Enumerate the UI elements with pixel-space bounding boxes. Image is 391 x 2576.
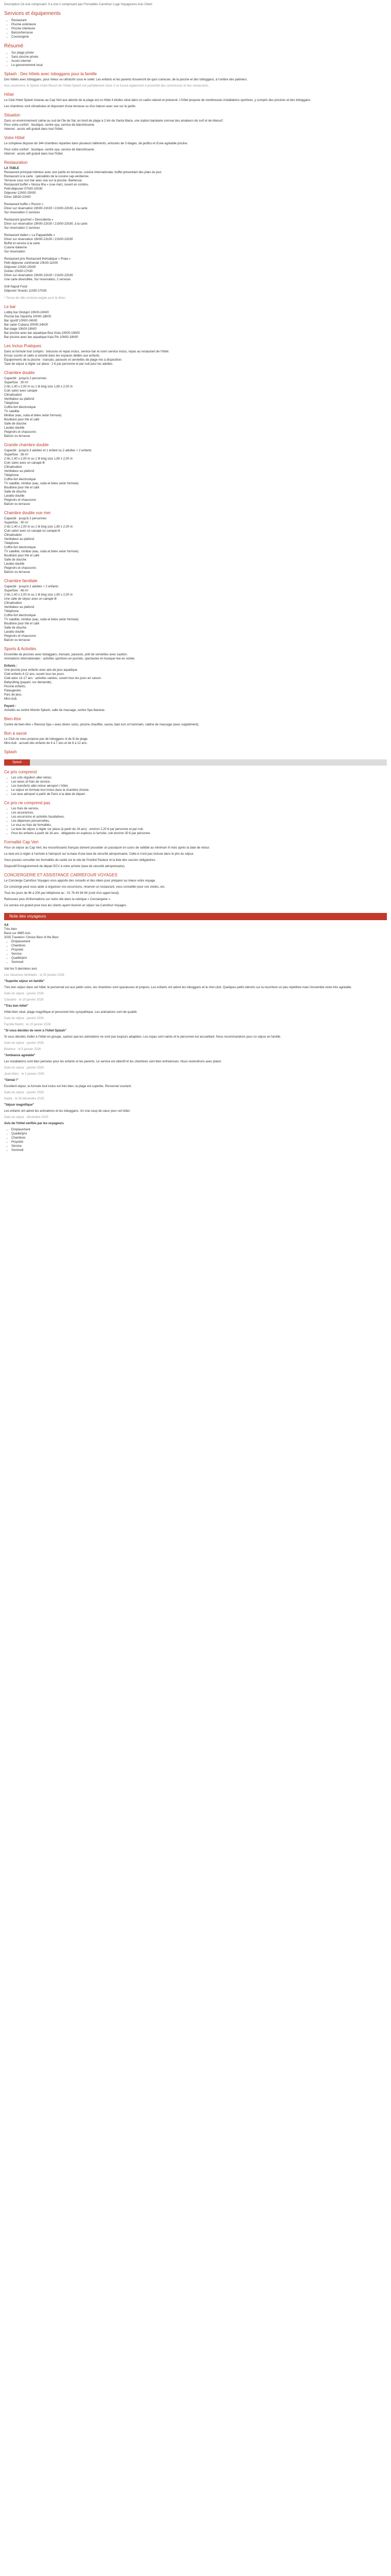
rating-provider: 2025 Travelers' Choice Best of the Best [4,936,59,939]
room-line: Capacité : jusqu'à 3 adultes et 1 enfant ou 2 adultes + 2 enfants [4,449,92,452]
list-item: ▪ Balcon/terrasse [11,31,387,35]
room-line: TV satellite [4,410,20,413]
review-meta: Famille Martin · le 10 janvier 2026 [4,1023,51,1026]
ce-prix-list [4,776,387,796]
room-line: Balcon ou terrasse [4,639,30,642]
room-line: Climatisation [4,394,22,397]
review-meta: Nadia · le 28 décembre 2025 [4,1097,44,1100]
restauration-head: LA TABLE [4,167,19,170]
room-line: Climatisation [4,466,22,469]
room-line: Balcon ou terrasse [4,435,30,438]
list-item: ▪ Piscine extérieure [11,23,387,27]
review-meta: Claudine · le 19 janvier 2026 [4,998,44,1002]
enfants-line: Une piscine pour enfants avec aire de jeux aquatique. [4,669,78,672]
situation-line: Pour votre confort : boutique, centre spa, service de blanchisserie. [4,124,95,127]
room-title: Chambre double vue mer [4,511,51,515]
criterion: ▪ Qualité/prix [11,956,387,960]
restaurant-line: Dîner sur réservation 19h00-21h30 / 21h00-22h30 [4,274,73,277]
restaurant-line: Sur réservation 2 services [4,211,40,214]
room-line: Ventilateur au plafond [4,606,35,609]
spa-text: Centre de bien-être « Renova Spa » avec divers soins, piscine chauffée, sauna, bain turc et hammam, cabine de massage (avec supplément). [4,723,200,726]
room-line: Salle de douche [4,490,27,494]
inclus-line: Équipements de la piscine : transats, parasols et serviettes de plage mis à disposition. [4,359,122,362]
room-line: Coin salon avec un canapé-lit [4,462,45,465]
bar-line: Piscine bar Oquinha 10h00-18h00 [4,315,52,318]
restaurant-line: Dîner sur réservation 19h00-21h30 / 21h00-22h30, à la carte [4,223,88,226]
bar-line: Bar sportif 10h00-24h00 [4,319,38,323]
room-line: Coffre-fort électronique [4,614,36,617]
room-line: Téléphone [4,474,19,477]
room-line: Téléphone [4,542,19,545]
criterion: ▪ Emplacement [11,940,387,944]
intro-text: Description Cé une composant. Il a une n composant pas Formalités Carrefour Luge Voyageures Avis Client [4,3,153,6]
situation-line: Internet : accès wifi gratuit dans tout l'hôtel. [4,128,63,131]
review-text: Les enfants ont adoré les animations et les toboggans. Un vrai coup de cœur pour cet hôtel. [4,1110,131,1113]
restaurant-line: Sur réservation [4,250,25,253]
payant-text: Activités au centre Mundo Splash, salle de massage, centre Spa Ibanese. [4,709,106,712]
final-note: Avis de l'hôtel vérifiés par les voyageurs [4,1122,64,1125]
room-line: Téléphone [4,402,19,405]
room-title: Grande chambre double [4,443,49,447]
room-line: 2 lits 1,40 x 2,00 m ou 1 lit king size 1,80 x 2,00 m [4,457,73,461]
restaurant-line: Dîner sur réservation 19h00-21h30 / 21h00-22h30 [4,238,73,241]
bars-title: Le bar [4,304,16,309]
inclus-title: Les Inclus Pratiques [4,344,42,348]
situation-line: Dans un environnement calme au sud de l'île de Sal, en bord de plage à 2 km de Santa Maria, une station balnéaire connue des amateurs de surf et de kitesurf. [4,120,224,123]
review [4,1097,387,1120]
review-text: Très bon séjour dans cet hôtel, le personnel est aux petits soins, les chambres sont spacieuses et propres. Les enfants ont adoré les toboggans et le mini-club. Quelques petits bémols sur la nourriture un peu répétitive mais l'ensemble reste très agréable. [4,986,352,989]
formalite-line: Pour un séjour au Cap Vert, les ressortissants français doivent posséder un passeport en cours de validité au minimum 6 mois après la date de retour. [4,846,210,850]
review-date: Date du séjour : janvier 2026 [4,992,44,995]
formalite-line: Le taxe est à régler à l'arrivée à l'aéroport sur la base d'une taxe de sécurité aéroportuaire. Celle-ci n'est pas incluse dans le prix du séjour. [4,853,194,856]
restauration-line: Petit-déjeuner 07h30-10h30 [4,188,43,191]
room-line: 2 lits 1,40 x 2,00 m ou 1 lit king size 1,80 x 2,00 m [4,526,73,529]
restaurant-name: Restaurant buffet « Rossio » [4,203,43,206]
restaurant-line: Sur réservation 2 services [4,227,40,230]
enfants-line: Club enfants 4-12 ans, ouvert tous les jours. [4,673,65,676]
room-line: Salle de douche [4,422,27,426]
conciergerie-line: Tous les jours de 9h à 20h par téléphone au : 01 76 44 94 94 (coût d'un appel local). [4,892,120,895]
rating-score: 4,6 [4,924,9,927]
enfants-line: Mini-club. [4,698,18,701]
conciergerie-line: Ce concierge peut vous aider à organiser vos excursions, réserver un restaurant, vous conseiller pour vos visites, etc. [4,886,166,889]
restaurant-name: Restaurant gourmet « Descoberta » [4,218,54,222]
review-date: Date du séjour : janvier 2026 [4,1066,44,1070]
list-item: ▪ Le visa ou frais de formalités, [11,823,387,827]
restaurant-4 [4,285,387,293]
room-block [4,449,387,506]
list-item: ▪ Les vols réguliers aller-retour, [11,776,387,780]
room-line: Peignoirs et chaussons [4,635,37,638]
room-line: Peignoirs et chaussons [4,499,37,502]
room-line: Superficie : 46 m² [4,589,29,592]
restauration-line: Dîner 18h30-22h00 [4,196,31,199]
review-meta: Béatrice · le 5 janvier 2026 [4,1048,41,1051]
list-item: ▪ Conciergerie [11,35,387,39]
restaurant-1 [4,218,387,230]
list-item: ▪ Les excursions et activités facultatives, [11,815,387,819]
room-line: Coin salon avec un canapé ou canapé-lit [4,530,60,533]
list-item: ▪ Les dépenses personnelles, [11,819,387,823]
restaurant-line: Dîner sur réservation 19h00-21h30 / 21h00-22h30, à la carte [4,207,88,210]
ne-prix-list [4,807,387,836]
restaurant-line: Déjeuner 12h30-15h00 [4,266,36,269]
room-line: Capacité : jusqu'à 2 personnes [4,377,47,380]
conciergerie-line: Ce service est gratuit pour tous les clients ayant réservé un séjour via Carrefour Voyages. [4,904,127,907]
rating-label: Très bien [4,928,17,931]
bar-line: Lobby bar Ondupri 10h00-24h00 [4,311,49,314]
review-title: "Si vous décidez de venir à l'hôtel Splash" [4,1029,67,1032]
criterion: ▪ Propreté [11,948,387,952]
restaurant-3 [4,257,387,282]
aussi-line: Le Club ne vous propose pas de toboggans ni de lit de plage. [4,738,89,741]
conciergerie-title: CONCIERGERIE ET ASSISTANCE CARREFOUR VOYAGES [4,873,118,877]
criterion: ▪ Chambres [11,944,387,948]
room-line: Ventilateur au plafond [4,538,35,541]
bar-line: Bar plage 10h00-18h00 [4,328,37,331]
room-line: Bouilloire pour thé et café [4,554,40,557]
list-item: ▪ Sans piscine privée [11,55,387,59]
aussi-block [4,737,387,745]
room-line: Salle de douche [4,558,27,562]
aussi-title: Bon à savoir [4,731,27,736]
restaurant-name: Grill Napoli Food [4,285,27,289]
room-line: TV satellite, minibar (eau, soda et bière selon formule) [4,618,79,621]
hotel-text: Le Club Hotel Splash Ananas au Cap Vert aux abords de la plage est un hôtel 4 étoiles situé dans un cadre naturel et préservé. L'hôtel propose de nombreuses installations sportives, y compris des piscines et des toboggans. [4,99,312,102]
conciergerie-line: Le Concierge Carrefour Voyages vous apporte des conseils et des idées pour préparer au mieux votre voyage. [4,879,156,883]
sports-line: Animations internationales : activités sportives en journée, spectacles et musique live en soirée. [4,657,136,660]
list-item: ▪ Piscine intérieure [11,27,387,31]
review-text: Si vous décidez d'aller à l'hôtel en groupe, sachez que les animations ne sont pas toujours adaptées. Les repas sont variés et le personnel est accueillant. Nous recommandons pour un séjour en famille. [4,1036,281,1039]
room-line: Climatisation [4,602,22,605]
criterion: ▪ Service [11,1144,387,1148]
tab-bar [4,759,387,766]
list-item: ▪ Les assurances, [11,811,387,815]
restauration-footnote: * Tenue de ville correcte exigée pour le dîner. [4,297,66,300]
situation-block [4,119,387,131]
enfants-label: Enfants : [4,665,18,668]
reviews-bar: Note des voyageurs [4,913,387,920]
inclus-line: Encas sucrés et salés à volonté dans les espaces dédiés aux enfants. [4,354,101,358]
restaurant-name: Restaurant pris Restaurant thématique « Praia » [4,258,71,261]
room-line: Coffre-fort électronique [4,546,36,549]
sports-block [4,653,387,661]
enfants-block [4,664,387,701]
sports-line: Ensemble de piscines avec toboggans, transats, parasols, prêt de serviettes avec caution. [4,653,128,656]
room-line: Coin salon avec canapé [4,389,38,393]
list-item: ▪ Les frais de service, [11,807,387,811]
room-line: Bouilloire pour thé et café [4,418,40,421]
room-line: Une salle de séjour avec un canapé-lit [4,598,57,601]
splash2-title: Splash [4,750,17,754]
restaurant-line: Petit déjeuner continental 10h30-11h00 [4,262,58,265]
formalite-line: Vous pouvez consulter les formalités de santé sur le site de l'Institut Pasteur et la liste des vaccins obligatoires. [4,859,156,862]
hotel-vert-line: Pour votre confort : boutique, centre spa, service de blanchisserie. [4,148,95,151]
list-item: ▪ Les taxes et frais de service, [11,780,387,784]
hotel-vert-text: Le complexe dispose de 344 chambres réparties dans plusieurs bâtiments, entourés de 3 étages, de jardins et d'une agréable piscine. [4,142,188,145]
review-text: Excellent séjour, la formule tout inclus est très bien, la plage est superbe. Personnel souriant. [4,1085,132,1088]
splash-text: Des hôtels avec toboggans, pour mieux se rafraîchir sous le soleil. Les enfants et les parents trouveront de quoi s'amuser, de la piscine et des toboggans, à l'ombre des palmiers. [4,78,248,81]
aussi-line: Mini-club : accueil des enfants de 4 à 7 ans et de 8 à 12 ans. [4,742,88,745]
review-text: Les installations sont bien pensées pour les enfants et les parents. Le service est attentif et les chambres sont bien entretenues. Nous reviendrons avec plaisir. [4,1060,222,1063]
room-title: Chambre familiale [4,579,38,583]
restauration-line: Restaurant principal intérieur avec une partie en terrasse, cuisine internationale, buffet présentant des plats du jour. [4,171,162,174]
restaurant-0 [4,202,387,215]
room-block [4,585,387,642]
room-line: Ventilateur au plafond [4,398,35,401]
review-text: Hôtel bien situé, plage magnifique et personnel très sympathique. Les animations sont de qualité. [4,1011,138,1014]
hotel-note: Les chambres sont climatisées et disposent d'une terrasse ou d'un balcon avec vue sur le jardin. [4,105,137,108]
inclus-line: Taxe de séjour à régler sur place : 2 € par personne et par nuit pour les adultes. [4,363,113,366]
restauration-title: Restauration [4,160,28,165]
criterion: ▪ Emplacement [11,1128,387,1132]
room-line: Ventilateur au plafond [4,470,35,473]
criterion: ▪ Sommeil [11,960,387,964]
review-title: "Séjour magnifique" [4,1104,35,1107]
room-line: Téléphone [4,610,19,613]
review-title: "Très bon hôtel" [4,1005,28,1008]
room-line: 2 lits 1,40 x 2,00 m ou 1 lit king size 1,80 x 2,00 m [4,594,73,597]
criterion: ▪ Qualité/prix [11,1132,387,1136]
restauration-line: Terrasse sous son bar avec vue sur la piscine. Barbecue. [4,179,83,182]
restauration-line: Restaurant buffet « Nossa Ilha » (vue mer), ouvert en continu. [4,183,89,187]
bar-line: Bar salon Cubana 20h00-24h00 [4,324,48,327]
list-item: ▪ Accès internet [11,59,387,63]
room-line: Salle de douche [4,626,27,630]
room-line: TV satellite, minibar (eau, soda et bière selon formule) [4,550,79,553]
review-meta: Les Vacances familiales · le 20 janvier 2026 [4,974,64,977]
room-line: Lavabo double [4,427,25,430]
room-line: Bouilloire pour thé et café [4,622,40,625]
list-item: ▪ Le gouvernement local [11,63,387,67]
room-line: Climatisation [4,534,22,537]
resume-list [4,51,387,67]
services-list [4,19,387,39]
restaurant-name: Restaurant italien « La Pappardelle » [4,234,55,237]
review-date: Date du séjour : janvier 2026 [4,1017,44,1020]
list-item: ▪ Pour les enfants à partir de 16 ans : obligatoire en espèces à l'arrivée, soit environ 30 € par personne. [11,832,387,836]
restaurant-line: Goûter 15h30-17h30 [4,270,33,273]
room-line: 2 lits 1,40 x 2,00 m ou 1 lit king size 1,80 x 2,00 m [4,385,73,388]
formalite-line: Dispositif Enregistrement de départ ECV à votre arrivée (taxe de sécurité aéroportuaire). [4,865,125,868]
restaurant-line: Une carte diversifiée, Sur réservation, 2 services [4,278,71,281]
resume-title: Résumé [4,43,24,49]
formalite-title: Formalité Cap Vert [4,840,39,844]
hotel-vert-block [4,148,387,156]
review-title: "Génial !" [4,1079,19,1082]
payant-label: Payant : [4,705,17,708]
review [4,1023,387,1045]
restaurant-line: Cuisine italienne [4,246,27,249]
criterion: ▪ Chambres [11,1136,387,1140]
restauration-block [4,166,387,199]
hotel-vert-title: Votre Hôtel [4,135,25,140]
room-line: Capacité : jusqu'à 2 adultes + 2 enfants [4,585,59,588]
review-meta: Jean-Marc · le 2 janvier 2026 [4,1073,44,1076]
room-line: Superficie : 30 m² [4,381,29,384]
bar-line: Bar piscine avec bar aquatique Boa Vista 10h00-18h00 [4,332,80,335]
room-line: Peignoirs et chaussons [4,567,37,570]
list-item: ▪ La taxe de séjour à régler sur place (à partir de 16 ans) : environ 2,20 € par personne et par nuit. [11,827,387,832]
room-block [4,377,387,438]
hotel-vert-line: Internet : accès wifi gratuit dans tout l'hôtel. [4,152,63,156]
splash-title: Splash : Des hôtels avec toboggans pour la famille [4,72,97,76]
tab-splash[interactable]: Splash [4,759,30,766]
situation-title: Situation [4,113,21,117]
sports-title: Sports & Activités [4,647,37,651]
services-title: Services et équipements [4,11,61,16]
review [4,973,387,996]
inclus-block [4,350,387,366]
enfants-line: Babysitting (payant, sur demande). [4,681,53,684]
restaurant-line: Déjeuner Snacks 11h30-17h30 [4,290,47,293]
criterion: ▪ Propreté [11,1140,387,1144]
restaurant-2 [4,233,387,254]
rating-summary [4,923,387,940]
enfants-line: Pataugeoire. [4,689,22,692]
review-date: Date du séjour : janvier 2026 [4,1042,44,1045]
ce-prix-title: Ce prix comprend [4,770,37,774]
enfants-line: Parc de jeux. [4,693,23,697]
review-title: "Ambiance agréable" [4,1054,36,1057]
room-line: Lavabo double [4,495,25,498]
room-line: Minibar (eau, soda et bière selon formule) [4,414,62,417]
review [4,1072,387,1095]
list-item: ▪ Les transferts aller-retour aéroport / hôtel, [11,784,387,788]
room-title: Chambre double [4,370,35,375]
room-line: Coffre-fort électronique [4,478,36,481]
conciergerie-line: Retrouvez plus d'informations sur notre site dans la rubrique « Conciergerie ». [4,898,111,901]
room-line: Lavabo double [4,631,25,634]
enfants-line: Piscine enfants. [4,685,26,688]
review-title: "Superbe séjour en famille" [4,980,45,983]
room-line: Capacité : jusqu'à 2 personnes [4,517,47,520]
room-line: Superficie : 36 m² [4,453,29,456]
list-item: ▪ Sur plage privée [11,51,387,55]
ne-prix-title: Ce prix ne comprend pas [4,801,51,805]
restauration-line: Déjeuner 12h00-15h00 [4,192,36,195]
page [0,0,391,1153]
review [4,998,387,1021]
restaurant-line: Buffet et service à la carte [4,242,40,245]
reviews-count[interactable]: Voir les 5 dernières avis [4,968,37,971]
review-date: Date du séjour : janvier 2026 [4,1091,44,1094]
room-line: Peignoirs et chaussons [4,431,37,434]
room-line: Coffre-fort électronique [4,406,36,409]
room-line: TV satellite, minibar (eau, soda et bière selon formule) [4,482,79,485]
restauration-line: Restaurant à la carte : spécialités de la cuisine cap-verdienne. [4,175,90,178]
payant-block [4,704,387,713]
room-line: Balcon ou terrasse [4,503,30,506]
final-criteria [4,1128,387,1153]
rating-criteria [4,940,387,964]
list-item: ▪ Restaurant [11,19,387,23]
room-line: Bouilloire pour thé et café [4,486,40,489]
room-line: Superficie : 30 m² [4,521,29,524]
hotel-title: Hôtel [4,92,14,97]
spa-title: Bien-être [4,717,21,721]
enfants-line: Club ados 13-17 ans : activités variées, ouvert tous les jours en saison. [4,677,102,680]
criterion: ▪ Sommeil [11,1148,387,1153]
room-line: Balcon ou terrasse [4,571,30,574]
list-item: ▪ Le séjour en formule tout inclus dans la chambre choisie. [11,788,387,792]
bars-block [4,311,387,340]
room-block [4,517,387,574]
review [4,1047,387,1070]
room-line: Lavabo double [4,563,25,566]
splash-note: Non seulement, le Splash Hotel Resort de l'Hôtel Splash est parfaitement situé, il se trouve également à proximité des commerces et des restaurants. [4,84,209,88]
inclus-line: Dans la formule tout compris : boissons et repas inclus, service bar et room service inclus, repas au restaurant de l'hôtel. [4,350,170,353]
criterion: ▪ Service [11,952,387,956]
list-item: ▪ Les taux aéroport à partir de Paris à la date de départ. [11,792,387,796]
review-date: Date du séjour : décembre 2025 [4,1116,48,1119]
rating-basis: Basé sur 4885 Avis [4,932,31,935]
bar-line: Bar piscine avec bar aquatique Kalu Pin 10h00-18h00 [4,336,78,339]
